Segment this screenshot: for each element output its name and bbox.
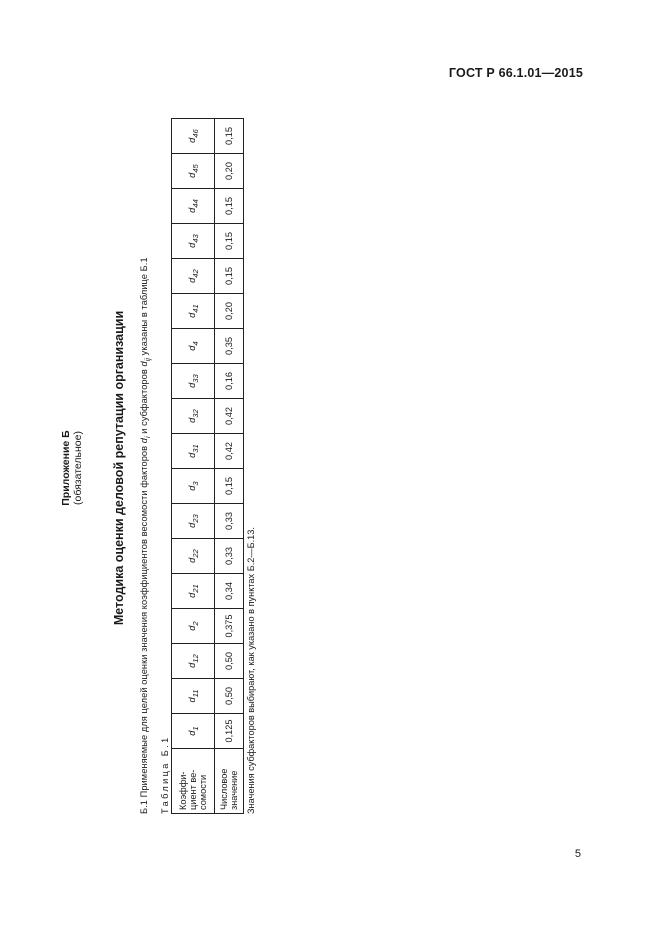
coefficient-value-cell: 0,20 — [215, 154, 244, 189]
row-label-header: Коэффи-циент ве-сомости — [172, 749, 215, 814]
coefficient-symbol-cell: $d_{43}$ — [172, 224, 215, 259]
coefficient-value-cell: 0,15 — [215, 119, 244, 154]
table-caption: Таблица Б.1 — [160, 735, 170, 814]
page-number: 5 — [574, 848, 581, 860]
appendix-title: Приложение Б — [60, 430, 72, 506]
coefficient-value-cell: 0,42 — [215, 434, 244, 469]
coefficient-symbol-cell: $d_{11}$ — [172, 679, 215, 714]
paragraph-prefix: Б.1 Применяемые для целей оценки значения коэффициентов весомости факторов — [139, 443, 149, 814]
appendix-note: (обязательное) — [72, 431, 84, 505]
coefficient-symbol-cell: $d_{22}$ — [172, 539, 215, 574]
coefficient-value-cell: 0,125 — [215, 714, 244, 749]
coefficient-value-cell: 0,42 — [215, 399, 244, 434]
coefficient-value-cell: 0,50 — [215, 644, 244, 679]
paragraph-b1 — [139, 257, 152, 814]
rotated-page-content — [60, 98, 260, 838]
symbol-d-ij: $d_{ij}$ — [139, 357, 152, 367]
coefficient-symbol-cell: $d_{12}$ — [172, 644, 215, 679]
coefficient-symbol-cell: $d_{44}$ — [172, 189, 215, 224]
paragraph-middle: и субфакторов — [139, 366, 149, 437]
coefficient-symbol-cell: $d_1$ — [172, 714, 215, 749]
coefficient-symbol-cell: $d_{42}$ — [172, 259, 215, 294]
coefficient-symbol-cell: $d_2$ — [172, 609, 215, 644]
section-title: Методика оценки деловой репутации организации — [112, 310, 126, 626]
coefficient-value-cell: 0,35 — [215, 329, 244, 364]
coefficient-value-cell: 0,50 — [215, 679, 244, 714]
coefficient-table — [171, 118, 244, 814]
footnote: Значения субфакторов выбирают, как указано в пунктах Б.2—Б.13. — [246, 527, 256, 814]
coefficient-value-cell: 0,33 — [215, 539, 244, 574]
coefficient-symbol-cell: $d_{32}$ — [172, 399, 215, 434]
coefficient-value-cell: 0,375 — [215, 609, 244, 644]
paragraph-suffix: указаны в таблице Б.1 — [139, 257, 149, 358]
coefficient-value-cell: 0,20 — [215, 294, 244, 329]
coefficient-value-cell: 0,34 — [215, 574, 244, 609]
coefficient-value-cell: 0,15 — [215, 189, 244, 224]
symbol-d-i: $d_i$ — [139, 436, 152, 444]
coefficient-value-cell: 0,15 — [215, 259, 244, 294]
coefficient-value-cell: 0,16 — [215, 364, 244, 399]
coefficient-value-cell: 0,15 — [215, 224, 244, 259]
table-values-row — [215, 119, 244, 814]
coefficient-symbol-cell: $d_{41}$ — [172, 294, 215, 329]
document-standard-header: ГОСТ Р 66.1.01—2015 — [448, 66, 583, 80]
coefficient-symbol-cell: $d_{46}$ — [172, 119, 215, 154]
coefficient-symbol-cell: $d_4$ — [172, 329, 215, 364]
table-header-row — [172, 119, 215, 814]
coefficient-symbol-cell: $d_3$ — [172, 469, 215, 504]
coefficient-value-cell: 0,15 — [215, 469, 244, 504]
coefficient-symbol-cell: $d_{31}$ — [172, 434, 215, 469]
row-label-values: Числовое значение — [215, 749, 244, 814]
coefficient-symbol-cell: $d_{21}$ — [172, 574, 215, 609]
coefficient-value-cell: 0,33 — [215, 504, 244, 539]
coefficient-symbol-cell: $d_{33}$ — [172, 364, 215, 399]
coefficient-symbol-cell: $d_{45}$ — [172, 154, 215, 189]
coefficient-symbol-cell: $d_{23}$ — [172, 504, 215, 539]
